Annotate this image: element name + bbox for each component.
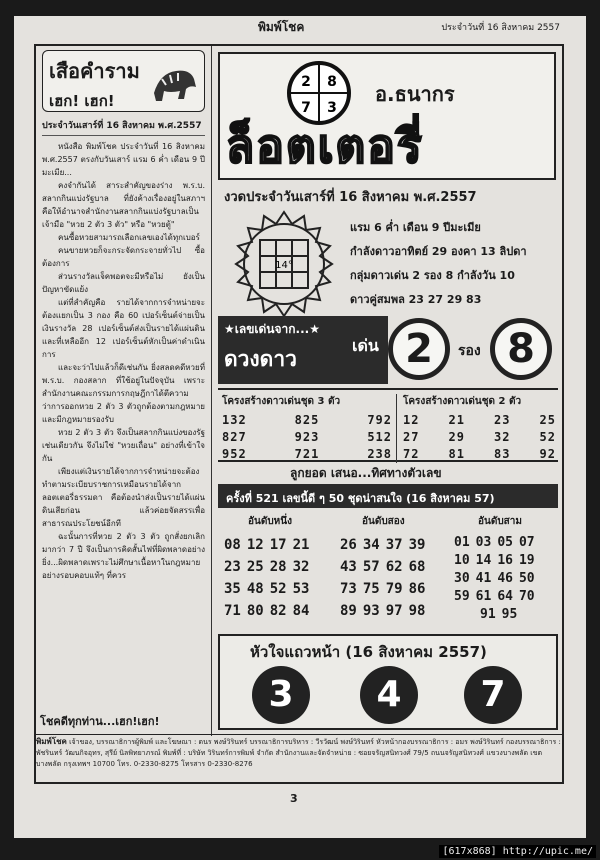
rank-row — [454, 588, 535, 606]
astro-line: กลุ่มดาวเด่น 2 รอง 8 กำลังวัน 10 — [350, 269, 515, 282]
number-cell: 10 — [454, 553, 470, 568]
structure-two-digit — [396, 394, 556, 463]
structure-row — [403, 446, 556, 463]
kick-title: ลูกยอด เสนอ...ทิศทางตัวเลข — [290, 466, 442, 480]
astro-line: กำลังดาวอาทิตย์ 29 องคา 13 ลิปดา — [350, 245, 527, 258]
rank-one-heading: อันดับหนึ่ง — [248, 516, 292, 527]
number-cell: 48 — [246, 581, 264, 597]
highlight-from-label: ★เลขเด่นจาก...★ — [224, 322, 320, 336]
rank-row — [340, 578, 425, 600]
number-cell: 84 — [292, 603, 310, 619]
rank-row — [454, 534, 535, 552]
number-cell: 62 — [385, 559, 403, 575]
column-paragraph: คงจำกันได้ สาระสำคัญของร่าง พ.ร.บ. สลากกินแบ่งรัฐบาล ที่ยังค้างเรื่องอยู่ในสภาฯ คือให้อำนาจสำนักงานสลากกินแบ่งรัฐบาลเป็นเจ้ามือ "หวย 2 ตัว 3 ตัว" หรือ "หวยตู้" — [42, 181, 205, 229]
number-cell: 70 — [518, 589, 535, 604]
number-cell: 19 — [518, 553, 535, 568]
orb-number: 7 — [301, 100, 311, 116]
astro-line: ดาวคู่สมพล 23 27 29 83 — [350, 293, 482, 306]
number-cell: 17 — [269, 537, 287, 553]
highlight-numbers — [218, 316, 558, 388]
number-cell: 61 — [475, 589, 492, 604]
number-cell: 52 — [539, 430, 556, 444]
front-row-number: 3 — [252, 666, 310, 724]
astrology-chart-degree: 14° — [275, 260, 293, 271]
front-row-number: 7 — [464, 666, 522, 724]
number-cell: 21 — [448, 413, 465, 427]
kick-subtitle: ครั้งที่ 521 เลขนี้ดี ๆ 50 ชุดน่าสนใจ (16 สิงหาคม 57) — [218, 484, 558, 508]
column-paragraph: คนขายหวยก็จะกระจัดกระจายทั่วไป ซื้อต้องการ — [42, 246, 205, 268]
number-cell: 68 — [408, 559, 426, 575]
column-logo — [42, 50, 205, 112]
number-cell: 25 — [246, 559, 264, 575]
rank-row — [224, 578, 309, 600]
orb-number: 3 — [327, 100, 337, 116]
number-cell: 95 — [501, 607, 518, 622]
column-body — [42, 140, 205, 582]
issue-date: ประจำวันที่ 16 สิงหาคม 2557 — [441, 23, 560, 33]
number-cell: 238 — [367, 447, 392, 461]
number-cell: 27 — [403, 430, 420, 444]
number-cell: 952 — [222, 447, 247, 461]
number-cell: 53 — [292, 581, 310, 597]
paper-name: พิมพ์โชค — [258, 20, 305, 34]
number-cell: 29 — [448, 430, 465, 444]
number-cell: 86 — [408, 581, 426, 597]
highlight-sub-number: 8 — [490, 318, 552, 380]
credits — [36, 736, 562, 770]
rank-row — [340, 556, 425, 578]
number-cell: 52 — [269, 581, 287, 597]
draw-date: งวดประจำวันเสาร์ที่ 16 สิงหาคม พ.ศ.2557 — [224, 190, 477, 205]
structure-row — [222, 446, 392, 463]
number-cell: 92 — [539, 447, 556, 461]
rank-row — [454, 552, 535, 570]
column-logo-title: เสือคำราม — [49, 59, 140, 83]
structure-title: โครงสร้างดาวเด่นชุด 2 ตัว — [403, 396, 522, 407]
rank-row — [454, 570, 535, 588]
number-cell: 98 — [408, 603, 426, 619]
number-cell: 32 — [494, 430, 511, 444]
astro-line: แรม 6 ค่ำ เดือน 9 ปีมะเมีย — [350, 221, 481, 234]
page-number: 3 — [290, 792, 298, 805]
number-cell: 14 — [475, 553, 492, 568]
rank-three-numbers — [454, 534, 535, 624]
number-cell: 21 — [292, 537, 310, 553]
column-paragraph: คนซื้อหวยสามารถเลือกเลขเองได้ทุกเบอร์ — [58, 233, 200, 242]
number-cell: 75 — [362, 581, 380, 597]
number-cell: 23 — [494, 413, 511, 427]
column-paragraph: และจะว่าไปแล้วก็ดีเช่นกัน ยิ่งสลดคดีหวยที่ พ.ร.บ. กองสลาก ที่ใช้อยู่ในปัจจุบัน เพราะสำนักงานคณะกรรมการกฤษฎีกาได้ตีความว่าการออกหวย 2 ตัว 3 ตัวถูกต้องตามกฎหมายและมีกฎหมายรองรับ — [42, 363, 205, 424]
number-cell: 03 — [475, 535, 492, 550]
credits-divider — [36, 734, 562, 735]
number-cell: 32 — [292, 559, 310, 575]
masthead-author: อ.ธนากร — [375, 82, 455, 106]
number-cell: 50 — [518, 571, 535, 586]
number-cell: 827 — [222, 430, 247, 444]
rank-three-heading: อันดับสาม — [478, 516, 522, 527]
column-signoff: โชคดีทุกท่าน...เฮก!เฮก! — [40, 715, 160, 728]
orb-number: 8 — [327, 74, 337, 90]
number-cell: 07 — [518, 535, 535, 550]
number-cell: 81 — [448, 447, 465, 461]
watermark[interactable]: [617x868] http://upic.me/ — [439, 845, 596, 858]
number-cell: 41 — [475, 571, 492, 586]
number-cell: 83 — [494, 447, 511, 461]
structure-row — [222, 412, 392, 429]
rank-two-heading: อันดับสอง — [362, 516, 405, 527]
highlight-main-number: 2 — [388, 318, 450, 380]
number-cell: 12 — [403, 413, 420, 427]
front-row-numbers — [218, 634, 558, 730]
number-cell: 39 — [408, 537, 426, 553]
rank-one-numbers — [224, 534, 309, 622]
rank-row — [340, 534, 425, 556]
number-cell: 59 — [454, 589, 470, 604]
structure-title: โครงสร้างดาวเด่นชุด 3 ตัว — [222, 396, 341, 407]
rank-row — [224, 534, 309, 556]
masthead-title: ล็อตเตอรี่ — [226, 119, 424, 173]
credits-label: พิมพ์โชค — [36, 737, 67, 746]
astrology-chart-icon — [228, 208, 340, 320]
number-cell: 12 — [246, 537, 264, 553]
number-cell: 16 — [497, 553, 513, 568]
tiger-icon — [150, 57, 198, 105]
number-cell: 43 — [340, 559, 357, 575]
number-cell: 93 — [362, 603, 380, 619]
number-cell: 01 — [454, 535, 470, 550]
front-row-title: หัวใจแถวหน้า (16 สิงหาคม 2557) — [250, 643, 487, 661]
rank-two-numbers — [340, 534, 425, 622]
number-cell: 512 — [367, 430, 392, 444]
rank-row — [224, 600, 309, 622]
rank-row — [340, 600, 425, 622]
number-cell: 46 — [497, 571, 513, 586]
column-paragraph: หวย 2 ตัว 3 ตัว จึงเป็นสลากกินแบ่งของรัฐเช่นเดียวกัน จึงไม่ใช่ "หวยเถื่อน" อย่างที่เข้าใจกัน — [42, 428, 205, 463]
rank-row — [454, 606, 535, 624]
astro-details — [350, 216, 527, 312]
number-cell: 97 — [385, 603, 403, 619]
masthead — [218, 52, 556, 180]
star-structures — [218, 388, 558, 462]
number-cell: 82 — [269, 603, 287, 619]
column-date: ประจำวันเสาร์ที่ 16 สิงหาคม พ.ศ.2557 — [42, 118, 205, 136]
number-cell: 35 — [224, 581, 241, 597]
structure-row — [403, 429, 556, 446]
highlight-source: ดวงดาว — [224, 347, 297, 371]
front-row-number: 4 — [360, 666, 418, 724]
column-paragraph: ส่วนรางวัลแจ็คพอตจะมีหรือไม่ ยังเป็นปัญหาขัดแย้ง — [42, 272, 205, 294]
number-cell: 25 — [539, 413, 556, 427]
number-cell: 721 — [294, 447, 320, 461]
number-cell: 08 — [224, 537, 241, 553]
number-cell: 91 — [480, 607, 496, 622]
number-cell: 73 — [340, 581, 357, 597]
highlight-main-label: เด่น — [352, 336, 379, 355]
number-cell: 26 — [340, 537, 357, 553]
number-cell: 79 — [385, 581, 403, 597]
number-cell: 132 — [222, 413, 247, 427]
credits-text: เจ้าของ, บรรณาธิการผู้พิมพ์ และโฆษณา : ดนร พงษ์วิรินทร์ บรรณาธิการบริหาร : วีรวัฒน์ พงษ์วิรินทร์ หัวหน้ากองบรรณาธิการ : อมร พงษ์วิรินทร์ กองบรรณาธิการ : พัชรินทร์ วัฒนกิจอุทร, สุรีย์ นิลพิทยาภรณ์ พิมพ์ที่ : บริษัท วิรินทร์การพิมพ์ จำกัด สำนักงานและจัดจำหน่าย : ซอยจรัญสนิทวงศ์ 79/5 ถนนจรัญสนิทวงศ์ แขวงบางพลัด เขตบางพลัด กรุงเทพฯ 10700 โทร. 0-2330-8275 โทรสาร 0-2330-8276 — [36, 738, 561, 768]
column-article — [36, 46, 212, 736]
number-cell: 05 — [497, 535, 513, 550]
number-cell: 57 — [362, 559, 380, 575]
column-paragraph: หนังสือ พิมพ์โชค ประจำวันที่ 16 สิงหาคม พ.ศ.2557 ตรงกับวันเสาร์ แรม 6 ค่ำ เดือน 9 ปีมะเมีย... — [42, 142, 205, 177]
highlight-sub-label: รอง — [458, 343, 481, 359]
number-cell: 23 — [224, 559, 241, 575]
column-paragraph: แต่ที่สำคัญคือ รายได้จากการจำหน่ายจะต้องแยกเป็น 3 กอง คือ 60 เปอร์เซ็นต์จ่ายเป็นเงินรางวัล 28 เปอร์เซ็นต์ส่งเป็นรายได้แผ่นดิน และที่เหลืออีก 12 เปอร์เซ็นต์หักเป็นค่าดำเนินการ — [42, 298, 205, 359]
number-cell: 825 — [294, 413, 320, 427]
number-cell: 71 — [224, 603, 241, 619]
number-cell: 923 — [294, 430, 320, 444]
structure-row — [403, 412, 556, 429]
number-cell: 37 — [385, 537, 403, 553]
number-cell: 89 — [340, 603, 357, 619]
structure-row — [222, 429, 392, 446]
rank-row — [224, 556, 309, 578]
number-cell: 80 — [246, 603, 264, 619]
number-cell: 30 — [454, 571, 470, 586]
column-paragraph: เพียงแต่เงินรายได้จากการจำหน่ายจะต้องทำตามระเบียบราชการเหมือนรายได้จากลอตเตอรี่ธรรมดา คือต้องนำส่งเป็นรายได้แผ่นดินเสียก่อน แล้วค่อยจัดสรรเพื่อสาธารณประโยชน์อีกที — [42, 467, 205, 528]
number-cell: 34 — [362, 537, 380, 553]
orb-number: 2 — [301, 74, 311, 90]
number-cell: 72 — [403, 447, 420, 461]
column-paragraph: ฉะนั้นการที่หวย 2 ตัว 3 ตัว ถูกสั่งยกเลิกมากว่า 7 ปี จึงเป็นการคิดสั้นไฟที่ผิดพลาดอย่างยิ่ง...ผิดพลาดเพราะไม่ศึกษาเนื้อหาในกฎหมายอย่างรอบคอบแท้ๆ ที่ควร — [42, 532, 205, 580]
structure-three-digit — [222, 394, 392, 463]
number-cell: 64 — [497, 589, 513, 604]
number-cell: 28 — [269, 559, 287, 575]
column-logo-slogan: เฮก! เฮก! — [49, 92, 115, 110]
number-cell: 792 — [367, 413, 392, 427]
